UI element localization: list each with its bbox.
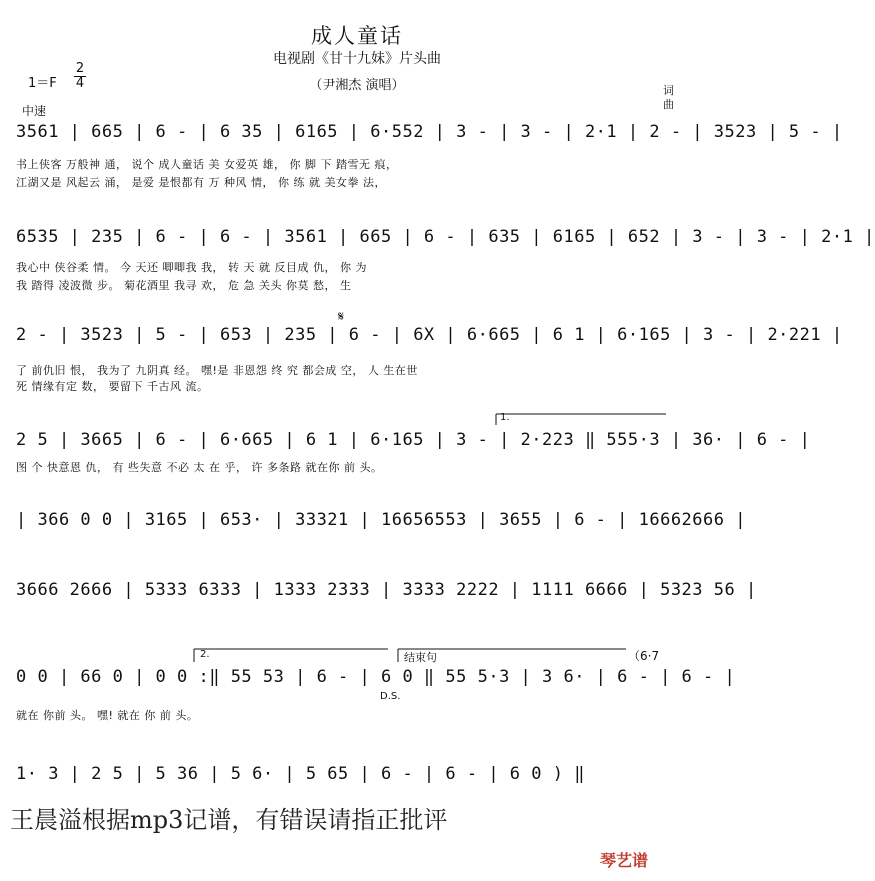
notation-line: 0 0 | 66 0 | 0 0 :‖ 55 53 | 6 - | 6 0 ‖ 55 5·3 | 3 6· | 6 - | 6 - | xyxy=(16,667,736,687)
song-subtitle: 电视剧《甘十九妹》片头曲 xyxy=(273,51,441,67)
notation-line: | 366 0 0 | 3165 | 653· | 33321 | 16656553 | 3655 | 6 - | 16662666 | xyxy=(16,510,746,530)
notation-line: 1· 3 | 2 5 | 5 36 | 5 6· | 5 65 | 6 - | 6 - | 6 0 ) ‖ xyxy=(16,764,585,784)
time-top: 2 xyxy=(75,61,85,76)
transcriber-note: 王晨溢根据mp3记谱，有错误请指正批评 xyxy=(10,806,448,834)
singer-credit: （尹湘杰 演唱） xyxy=(309,78,405,93)
grace-note: （6·7 xyxy=(628,649,660,663)
song-title: 成人童话 xyxy=(311,24,403,48)
tempo-marking: 中速 xyxy=(22,104,47,118)
time-bottom: 4 xyxy=(75,76,85,91)
segno-sign: 𝄋 xyxy=(338,309,345,325)
ending-phrase-label: 结束句 xyxy=(404,651,437,664)
lyrics-verse-2: 我 踏得 凌波微 步。 菊花酒里 我寻 欢， 危 急 关头 你莫 愁， 生 xyxy=(16,279,352,292)
dal-segno-mark: D.S. xyxy=(380,691,401,702)
notation-line: 6535 | 235 | 6 - | 6 - | 3561 | 665 | 6 - | 635 | 6165 | 652 | 3 - | 3 - | 2·1 | xyxy=(16,227,875,247)
lyricist-composer-credit: 词 曲 xyxy=(663,84,674,111)
site-logo: 琴艺谱 xyxy=(600,851,649,870)
volta-2-label: 2. xyxy=(200,649,210,660)
volta-2-bracket xyxy=(16,647,700,663)
lyrics-verse-1: 书上侠客 万般神 通， 说个 成人童话 美 女爱英 雄， 你 脚 下 踏雪无 痕， xyxy=(16,158,398,171)
notation-line: 3561 | 665 | 6 - | 6 35 | 6165 | 6·552 | 3 - | 3 - | 2·1 | 2 - | 3523 | 5 - | xyxy=(16,122,843,142)
notation-line: 2 - | 3523 | 5 - | 653 | 235 | 6 - | 6X | 6·665 | 6 1 | 6·165 | 3 - | 2·221 | xyxy=(16,325,843,345)
time-signature xyxy=(74,62,86,91)
lyrics-verse-1: 就在 你前 头。 嘿! 就在 你 前 头。 xyxy=(16,709,199,722)
lyrics-verse-2: 死 情缘有定 数， 要留下 千古风 流。 xyxy=(16,380,209,393)
lyrics-verse-1: 了 前仇旧 恨， 我为了 九阴真 经。 嘿!是 非恩怨 终 究 都会成 空， 人 生在世 xyxy=(16,364,418,377)
notation-line: 3666 2666 | 5333 6333 | 1333 2333 | 3333 2222 | 1111 6666 | 5323 56 | xyxy=(16,580,757,600)
key-signature: 1＝F xyxy=(28,76,57,91)
notation-line: 2 5 | 3665 | 6 - | 6·665 | 6 1 | 6·165 | 3 - | 2·223 ‖ 555·3 | 36· | 6 - | xyxy=(16,430,811,450)
volta-1-bracket xyxy=(16,412,700,426)
lyrics-verse-1: 我心中 侠谷柔 情。 今 天还 唧唧我 我， 转 天 就 反目成 仇， 你 为 xyxy=(16,261,367,274)
lyrics-verse-2: 江湖又是 风起云 涌， 是爱 是恨都有 万 种风 情， 你 练 就 美女拳 法， xyxy=(16,176,386,189)
volta-1-label: 1. xyxy=(500,412,510,423)
lyrics-verse-1: 图 个 快意恩 仇， 有 些失意 不必 太 在 乎， 许 多条路 就在你 前 头。 xyxy=(16,461,383,474)
